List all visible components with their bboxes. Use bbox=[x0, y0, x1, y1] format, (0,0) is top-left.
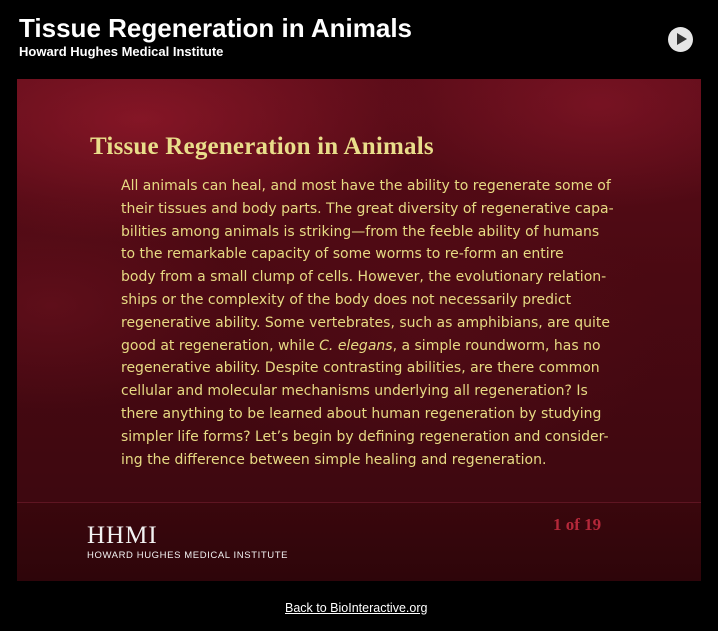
slide-title: Tissue Regeneration in Animals bbox=[90, 133, 434, 160]
slide-body bbox=[121, 175, 656, 471]
slide-body-line: ing the difference between simple healing and regeneration. bbox=[121, 451, 547, 468]
slide-body-text: good at regeneration, while bbox=[121, 337, 320, 354]
species-name: C. elegans bbox=[319, 337, 393, 354]
play-button[interactable] bbox=[668, 27, 693, 52]
slide-body-line: to the remarkable capacity of some worms to re-form an entire bbox=[121, 246, 564, 263]
slide-body-line bbox=[121, 335, 656, 358]
slide-body-line: their tissues and body parts. The great diversity of regenerative capa- bbox=[121, 200, 614, 217]
slide-body-line: regenerative ability. Some vertebrates, such as amphibians, are quite bbox=[121, 314, 610, 331]
slide-body-line: ships or the complexity of the body does not necessarily predict bbox=[121, 291, 572, 308]
slide bbox=[17, 79, 701, 581]
slide-body-line: regenerative ability. Despite contrasting abilities, are there common bbox=[121, 360, 600, 377]
slide-footer bbox=[17, 502, 701, 581]
page-title: Tissue Regeneration in Animals bbox=[19, 13, 412, 43]
slide-body-line: cellular and molecular mechanisms underlying all regeneration? Is bbox=[121, 383, 588, 400]
logo-name: HOWARD HUGHES MEDICAL INSTITUTE bbox=[87, 550, 289, 561]
back-link[interactable]: Back to BioInteractive.org bbox=[285, 601, 428, 615]
page-counter: 1 of 19 bbox=[553, 515, 602, 534]
slide-body-line: bilities among animals is striking—from the feeble ability of humans bbox=[121, 223, 600, 240]
slide-body-line: body from a small clump of cells. However, the evolutionary relation- bbox=[121, 269, 607, 286]
hhmi-logo bbox=[87, 523, 288, 562]
logo-mark: HHMI bbox=[87, 522, 158, 549]
slide-body-line: there anything to be learned about human regeneration by studying bbox=[121, 405, 602, 422]
slide-body-line: All animals can heal, and most have the ability to regenerate some of bbox=[121, 178, 611, 194]
header bbox=[0, 0, 718, 70]
slide-body-text: , a simple roundworm, has no bbox=[392, 337, 601, 354]
play-icon bbox=[677, 33, 687, 45]
page-subtitle: Howard Hughes Medical Institute bbox=[19, 44, 224, 59]
slide-body-line: simpler life forms? Let’s begin by defining regeneration and consider- bbox=[121, 428, 609, 445]
